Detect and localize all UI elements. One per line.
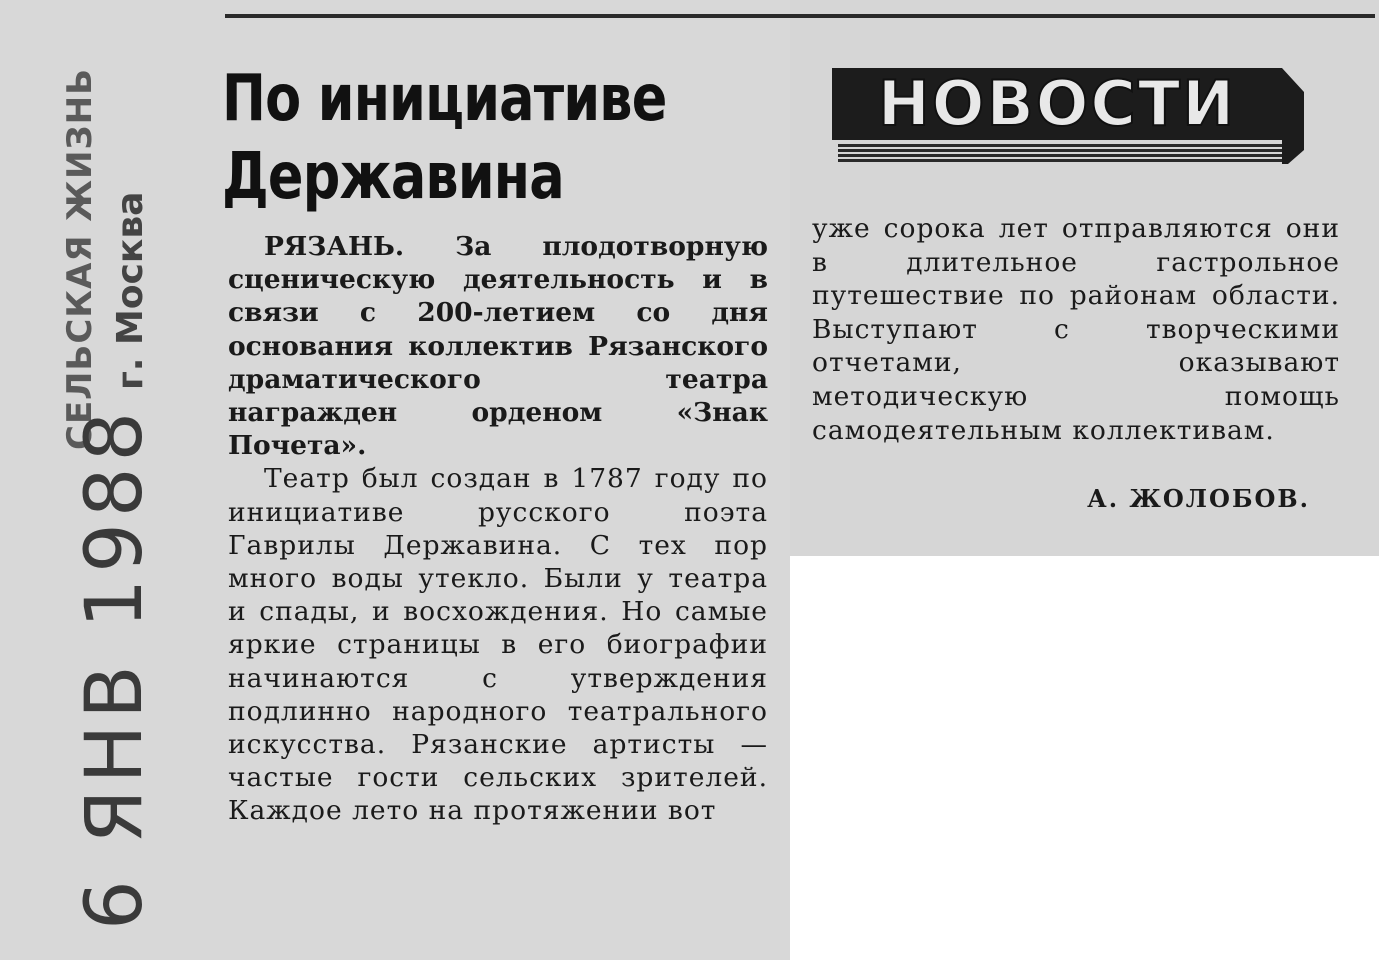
article-column-right (812, 212, 1340, 447)
article-body-part-2: уже сорока лет отправляются они в длительное гастрольное путешествие по районам области. Выступают с творческими отчетами, оказывают методическую помощь самодеятельным коллективам. (812, 213, 1340, 446)
article-lead: РЯЗАНЬ. За плодотворную сценическую деятельность и в связи с 200-летием со дня основания коллектив Рязанского драматического театра награжден орденом «Знак Почета». (228, 231, 768, 462)
article-body-part-1: Театр был создан в 1787 году по инициативе русского поэта Гаврилы Державина. С тех пор много воды утекло. Были у театра и спады, и восхождения. Но самые яркие страницы в его биографии начинаются с утверждения подлинно народного театрального искусства. Рязанские артисты — частые гости сельских зрителей. Каждое лето на протяжении вот (228, 463, 768, 827)
banner-title: НОВОСТИ (877, 67, 1237, 140)
stamp-city: г. Москва (110, 191, 151, 390)
banner-stripes (838, 144, 1290, 164)
news-rubric-banner (832, 68, 1304, 164)
top-rule (225, 14, 1375, 18)
headline-line-2: Державина (222, 140, 564, 214)
article-column-left (228, 230, 768, 828)
article-author: А. ЖОЛОБОВ. (1087, 484, 1310, 513)
banner-side-shape (1282, 68, 1304, 164)
article-headline (222, 60, 681, 216)
stamp-newspaper-name: СЕЛЬСКАЯ ЖИЗНЬ (60, 67, 100, 450)
stamp-date: 6 ЯНВ 1988 (70, 405, 160, 930)
headline-line-1: По инициативе (222, 62, 667, 136)
